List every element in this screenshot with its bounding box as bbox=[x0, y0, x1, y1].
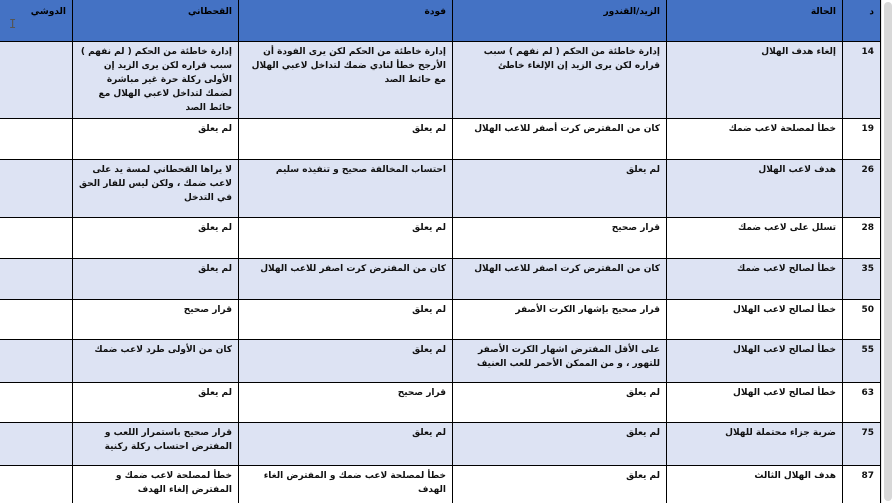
cell bbox=[0, 340, 73, 383]
cell bbox=[0, 300, 73, 340]
cell: لم يعلق bbox=[73, 218, 239, 259]
cell: 55 bbox=[843, 340, 881, 383]
cell: لم يعلق bbox=[73, 259, 239, 300]
cell: خطأ لصالح لاعب الهلال bbox=[667, 340, 843, 383]
cell: لم يعلق bbox=[73, 119, 239, 160]
cell: كان من الأولى طرد لاعب ضمك bbox=[73, 340, 239, 383]
cell: إدارة خاطئة من الحكم ( لم نفهم ) سبب قراره لكن يرى الزيد إن الإلغاء خاطئ bbox=[453, 42, 667, 119]
cell: احتساب المخالفة صحيح و تنفيذه سليم bbox=[239, 160, 453, 218]
cell: خطأ لمصلحة لاعب ضمك bbox=[667, 119, 843, 160]
cell: خطأ لمصلحة لاعب ضمك و المفترض الغاء الهدف bbox=[239, 466, 453, 503]
cell: إدارة خاطئة من الحكم ( لم نفهم ) سبب قراره لكن يرى الزيد إن الأولى ركلة حرة غير مباشرة لضمك لتداخل لاعبي الهلال مع حائط الصد bbox=[73, 42, 239, 119]
cell: لم يعلق bbox=[239, 423, 453, 466]
cell bbox=[0, 259, 73, 300]
cell: إلغاء هدف الهلال bbox=[667, 42, 843, 119]
cell: 63 bbox=[843, 383, 881, 423]
cell: خطأ لصالح لاعب ضمك bbox=[667, 259, 843, 300]
table-row bbox=[0, 383, 881, 423]
cell: لم يعلق bbox=[239, 300, 453, 340]
table-row bbox=[0, 300, 881, 340]
cell: ضربة جزاء محتملة للهلال bbox=[667, 423, 843, 466]
header-row bbox=[0, 0, 881, 42]
cell: كان من المفترض كرت اصفر للاعب الهلال bbox=[453, 259, 667, 300]
table-row bbox=[0, 259, 881, 300]
table-row bbox=[0, 423, 881, 466]
cell: على الأقل المفترض اشهار الكرت الأصفر للتهور ، و من الممكن الأحمر للعب العنيف bbox=[453, 340, 667, 383]
header-cell: د bbox=[843, 0, 881, 42]
cell bbox=[0, 42, 73, 119]
table-row bbox=[0, 340, 881, 383]
cell: لم يعلق bbox=[239, 218, 453, 259]
cell: قرار صحيح بإشهار الكرت الأصفر bbox=[453, 300, 667, 340]
cell: 35 bbox=[843, 259, 881, 300]
cell: لم يعلق bbox=[239, 119, 453, 160]
vertical-scrollbar[interactable] bbox=[881, 0, 894, 503]
cell: لم يعلق bbox=[453, 466, 667, 503]
table-row bbox=[0, 160, 881, 218]
cell: لم يعلق bbox=[239, 340, 453, 383]
cell: لم يعلق bbox=[453, 160, 667, 218]
cell: 75 bbox=[843, 423, 881, 466]
header-cell: الحالة bbox=[667, 0, 843, 42]
text-cursor-icon: I bbox=[9, 17, 17, 31]
cell: لم يعلق bbox=[453, 383, 667, 423]
cell: لا يراها القحطاني لمسة يد على لاعب ضمك ، ولكن ليس للفار الحق في التدخل bbox=[73, 160, 239, 218]
table-row bbox=[0, 466, 881, 503]
header-cell: الدوشي bbox=[0, 0, 73, 42]
cell: 19 bbox=[843, 119, 881, 160]
cell: إدارة خاطئة من الحكم لكن يرى الفودة أن الأرجح خطأ لنادي ضمك لتداخل لاعبي الهلال مع حائط الصد bbox=[239, 42, 453, 119]
cell: قرار صحيح bbox=[453, 218, 667, 259]
cell bbox=[0, 119, 73, 160]
cell: قرار صحيح bbox=[239, 383, 453, 423]
cell: 26 bbox=[843, 160, 881, 218]
cell bbox=[0, 160, 73, 218]
cell bbox=[0, 466, 73, 503]
cell: كان من المفترض كرت أصفر للاعب الهلال bbox=[453, 119, 667, 160]
cell: لم يعلق bbox=[73, 383, 239, 423]
cell: تسلل على لاعب ضمك bbox=[667, 218, 843, 259]
cell bbox=[0, 218, 73, 259]
scrollbar-thumb[interactable] bbox=[884, 2, 892, 501]
header-cell: الزيد/القندور bbox=[453, 0, 667, 42]
cell: هدف الهلال الثالث bbox=[667, 466, 843, 503]
cell: خطأ لصالح لاعب الهلال bbox=[667, 300, 843, 340]
cell: 28 bbox=[843, 218, 881, 259]
cell bbox=[0, 423, 73, 466]
header-cell: القحطاني bbox=[73, 0, 239, 42]
cell: خطأ لصالح لاعب الهلال bbox=[667, 383, 843, 423]
cell: 87 bbox=[843, 466, 881, 503]
table-row bbox=[0, 42, 881, 119]
table-row bbox=[0, 218, 881, 259]
header-cell: فودة bbox=[239, 0, 453, 42]
cell: خطأ لمصلحة لاعب ضمك و المفترض إلغاء الهدف bbox=[73, 466, 239, 503]
cell: هدف لاعب الهلال bbox=[667, 160, 843, 218]
cell: قرار صحيح باستمرار اللعب و المفترض احتساب ركلة ركنية bbox=[73, 423, 239, 466]
cell: لم يعلق bbox=[453, 423, 667, 466]
cell bbox=[0, 383, 73, 423]
cell: 50 bbox=[843, 300, 881, 340]
cell: كان من المفترض كرت اصفر للاعب الهلال bbox=[239, 259, 453, 300]
cell: 14 bbox=[843, 42, 881, 119]
cell: قرار صحيح bbox=[73, 300, 239, 340]
table-row bbox=[0, 119, 881, 160]
